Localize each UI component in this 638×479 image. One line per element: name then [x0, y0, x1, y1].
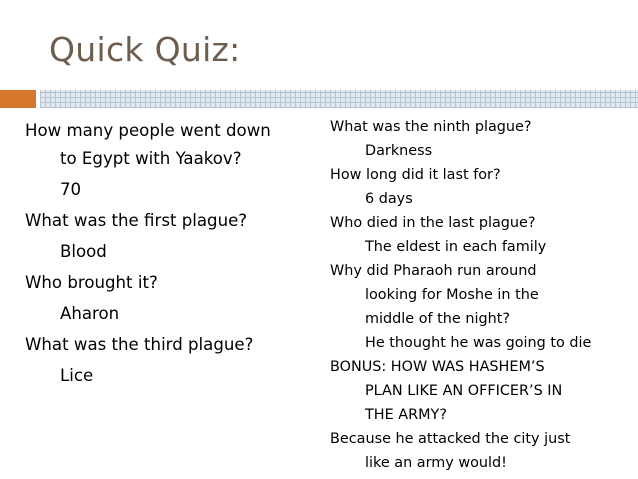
left-column: [25, 117, 325, 390]
question-line: looking for Moshe in the: [365, 287, 539, 303]
question-line: What was the ninth plague?: [330, 119, 532, 135]
answer-line: Darkness: [365, 143, 433, 159]
bonus-question-line: BONUS: HOW WAS HASHEM’S: [330, 359, 545, 375]
answer-line: 70: [60, 180, 82, 199]
answer-line: He thought he was going to die: [365, 335, 592, 351]
right-column: [330, 115, 635, 475]
answer-line: The eldest in each family: [365, 239, 547, 255]
slide-title: Quick Quiz:: [49, 30, 241, 69]
answer-line: Aharon: [60, 304, 120, 323]
bonus-question-line: PLAN LIKE AN OFFICER’S IN: [365, 383, 563, 399]
answer-line: Lice: [60, 366, 94, 385]
question-line: What was the first plague?: [25, 211, 248, 230]
answer-line: Blood: [60, 242, 107, 261]
question-line: How many people went down: [25, 121, 271, 140]
question-line: Who died in the last plague?: [330, 215, 536, 231]
accent-square: [0, 90, 36, 108]
bonus-answer-line: Because he attacked the city just: [330, 431, 571, 447]
decorative-hatched-bar: [40, 90, 638, 108]
answer-line: 6 days: [365, 191, 413, 207]
bonus-question-line: THE ARMY?: [365, 407, 447, 423]
question-line: Why did Pharaoh run around: [330, 263, 537, 279]
question-line: What was the third plague?: [25, 335, 254, 354]
question-line: Who brought it?: [25, 273, 158, 292]
bonus-answer-line: like an army would!: [365, 455, 507, 471]
question-line: How long did it last for?: [330, 167, 501, 183]
question-line: middle of the night?: [365, 311, 511, 327]
question-line: to Egypt with Yaakov?: [60, 149, 242, 168]
